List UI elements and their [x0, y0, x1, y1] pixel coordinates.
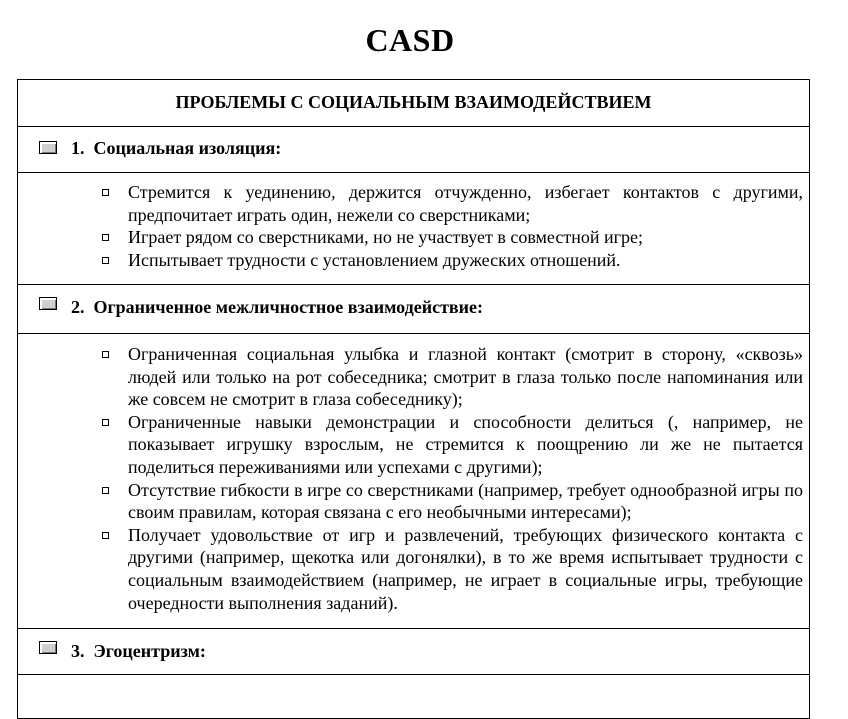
square-bullet-icon: [102, 257, 109, 264]
square-bullet-icon: [102, 419, 109, 426]
square-bullet-icon: [102, 532, 109, 539]
list-item: Получает удовольствие от игр и развлечений, требующих физического контакта с другими (например, щекотка или догонялки), в то же время испытывает трудности с социальным взаимодействием (например, не играет в социальные игры, требующие очередности выполнения заданий).: [18, 524, 809, 614]
section-row-3: [18, 629, 809, 675]
section-1-items: [18, 173, 809, 285]
section-2-heading: [71, 297, 483, 318]
section-1-number: 1.: [71, 138, 85, 158]
section-2-items: [18, 334, 809, 629]
section-1-heading: [71, 138, 281, 159]
list-item: Играет рядом со сверстниками, но не участвует в совместной игре;: [18, 226, 809, 249]
section-3-checkbox[interactable]: [39, 641, 57, 654]
list-item: Стремится к уединению, держится отчужденно, избегает контактов с другими, предпочитает играть один, нежели со сверстниками;: [18, 181, 809, 226]
section-2-checkbox[interactable]: [39, 297, 57, 310]
section-2-number: 2.: [71, 297, 85, 317]
square-bullet-icon: [102, 234, 109, 241]
square-bullet-icon: [102, 351, 109, 358]
document-title: CASD: [365, 22, 455, 58]
list-item: Ограниченная социальная улыбка и глазной контакт (смотрит в сторону, «сквозь» людей или только на рот собеседника; смотрит в глаза только после напоминания или же совсем не смотрит в глаза собеседнику);: [18, 343, 809, 411]
section-2-title: Ограниченное межличностное взаимодействие:: [93, 297, 483, 317]
section-row-1: [18, 127, 809, 173]
section-1-checkbox[interactable]: [39, 141, 57, 154]
square-bullet-icon: [102, 189, 109, 196]
table-header-row: [18, 80, 809, 127]
questionnaire-table: [17, 79, 810, 719]
table-header: ПРОБЛЕМЫ С СОЦИАЛЬНЫМ ВЗАИМОДЕЙСТВИЕМ: [175, 92, 652, 112]
section-row-2: [18, 285, 809, 334]
section-3-title: Эгоцентризм:: [93, 641, 206, 661]
section-1-title: Социальная изоляция:: [93, 138, 282, 158]
list-item: Ограниченные навыки демонстрации и способности делиться (, например, не показывает игрушку взрослым, не стремится к поощрению ли же не пытается поделиться переживаниями или успехами с другими);: [18, 411, 809, 479]
list-item: Испытывает трудности с установлением дружеских отношений.: [18, 249, 809, 272]
section-3-heading: [71, 641, 206, 662]
list-item: Отсутствие гибкости в игре со сверстниками (например, требует однообразной игры по своим правилам, которая связана с его необычными интересами);: [18, 479, 809, 524]
section-3-number: 3.: [71, 641, 85, 661]
square-bullet-icon: [102, 487, 109, 494]
